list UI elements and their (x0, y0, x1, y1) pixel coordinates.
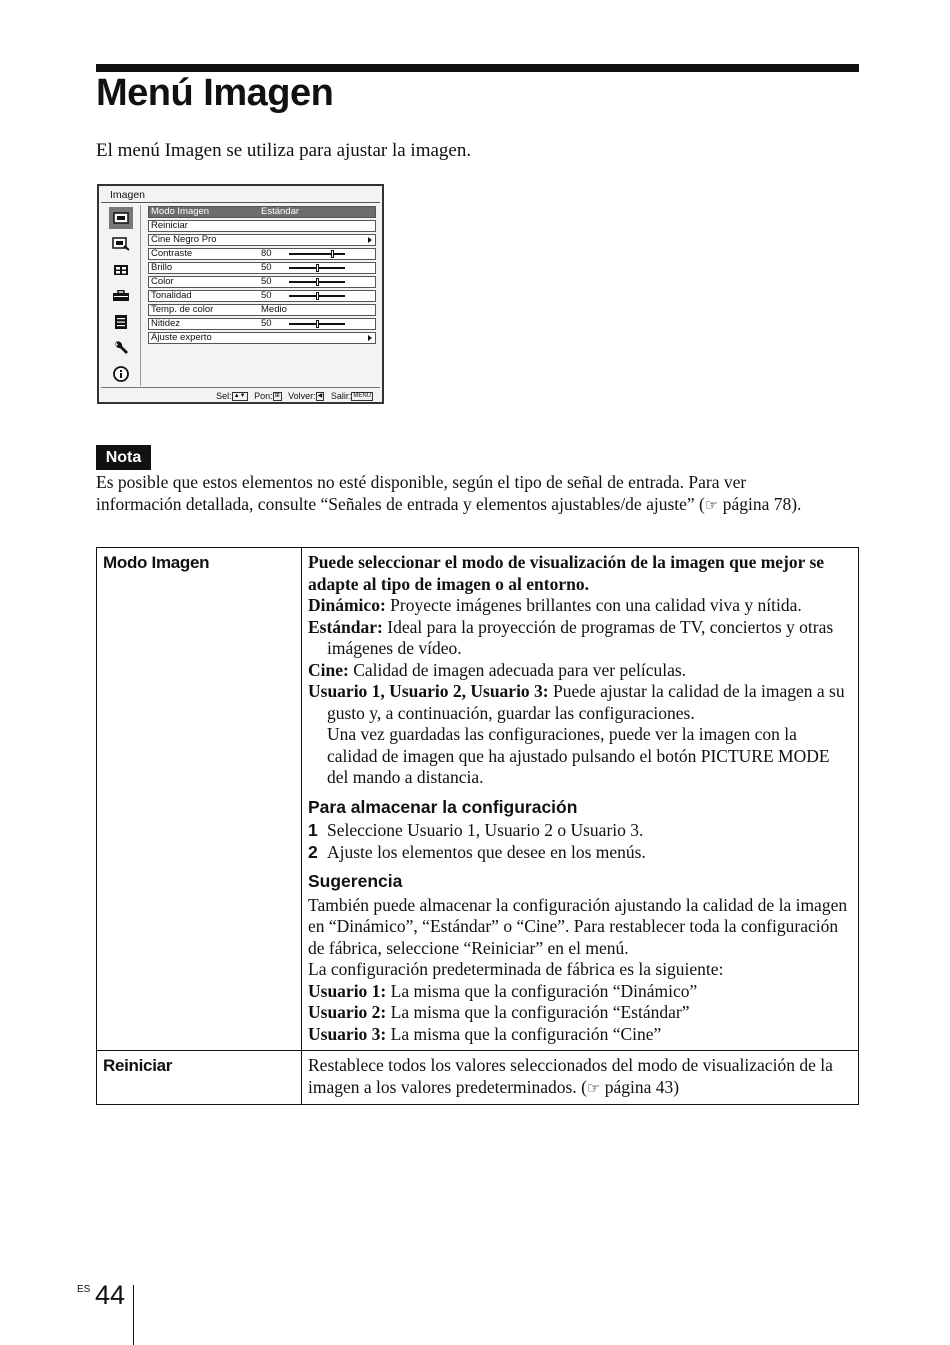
osd-row-label: Contraste (151, 248, 193, 259)
key-guide-volver: Volver: (288, 390, 316, 401)
slider-knob[interactable] (316, 264, 319, 272)
osd-row-reiniciar[interactable] (148, 220, 376, 232)
osd-row-tonalidad[interactable] (148, 290, 376, 302)
page-number: 44 (95, 1280, 126, 1310)
note-badge: Nota (96, 445, 151, 470)
osd-key-guide (216, 391, 377, 401)
language-code: ES (77, 1284, 91, 1295)
page-title: Menú Imagen (96, 72, 334, 114)
slider-knob[interactable] (316, 292, 319, 300)
osd-menu-list (148, 206, 376, 346)
osd-row-label: Reiniciar (151, 220, 188, 231)
option-estandar: Estándar: Ideal para la proyección de programas de TV, conciertos y otras imágenes de vídeo. (308, 616, 834, 658)
osd-row-brillo[interactable] (148, 262, 376, 274)
osd-row-value: 50 (261, 262, 272, 273)
brillo-slider[interactable] (289, 267, 345, 269)
osd-row-label: Tonalidad (151, 290, 192, 301)
osd-row-temp-color[interactable] (148, 304, 376, 316)
osd-row-value: Medio (261, 304, 287, 315)
osd-row-ajuste-experto[interactable] (148, 332, 376, 344)
osd-row-nitidez[interactable] (148, 318, 376, 330)
picture-icon (109, 207, 133, 229)
osd-row-label: Ajuste experto (151, 332, 212, 343)
default-usuario-2: Usuario 2: La misma que la configuración “Estándar” (308, 1002, 690, 1022)
step-1: 1 Seleccione Usuario 1, Usuario 2 o Usuario 3. (308, 820, 644, 840)
left-key-icon: ◀ (317, 393, 323, 399)
osd-row-color[interactable] (148, 276, 376, 288)
option-usuario: Usuario 1, Usuario 2, Usuario 3: Puede ajustar la calidad de la imagen a su gusto y, a continuación, guardar las configuraciones. (308, 681, 845, 723)
default-usuario-1: Usuario 1: La misma que la configuración “Dinámico” (308, 980, 698, 1001)
osd-sidebar (102, 205, 141, 386)
table-row (97, 1051, 859, 1105)
osd-row-contraste[interactable] (148, 248, 376, 260)
slider-knob[interactable] (331, 250, 334, 258)
up-down-key-icon: ▲▼ (233, 393, 246, 399)
tip-heading: Sugerencia (308, 871, 403, 891)
intro-text: El menú Imagen se utiliza para ajustar la imagen. (96, 140, 472, 161)
option-usuario-note: Una vez guardadas las configuraciones, puede ver la imagen con la calidad de imagen que ha ajustado pulsando el botón PICTURE MODE del mando a distancia. (327, 724, 830, 787)
osd-row-value: 80 (261, 248, 272, 259)
function-icon (109, 311, 133, 333)
key-guide-sel: Sel: (216, 390, 232, 401)
nitidez-slider[interactable] (289, 323, 345, 325)
osd-menu-title: Imagen (110, 189, 146, 201)
wrench-icon (109, 337, 133, 359)
osd-row-label: Temp. de color (151, 304, 214, 315)
osd-divider (101, 202, 380, 203)
screen-icon (109, 259, 133, 281)
color-slider[interactable] (289, 281, 345, 283)
option-cine: Cine: Calidad de imagen adecuada para ver películas. (308, 659, 687, 680)
info-icon (109, 363, 133, 385)
note-text-part: Es posible que estos elementos no esté disponible, según el tipo de señal de entrada. Para ver información detallada, consulte “Señales de entrada y elementos ajustables/de ajuste” ( (96, 472, 747, 514)
key-guide-salir: Salir: (330, 390, 352, 401)
osd-row-label: Nitidez (151, 318, 181, 329)
tip-text: También puede almacenar la configuración ajustando la calidad de la imagen en “Dinámico”, “Estándar” o “Cine”. Para restablecer toda la configuración de fábrica, seleccione “Reiniciar” en el menú. (308, 894, 848, 958)
advanced-picture-icon (109, 233, 133, 255)
setting-name: Reiniciar (97, 1051, 302, 1105)
osd-row-label: Brillo (151, 262, 173, 273)
reiniciar-text: Restablece todos los valores seleccionados del modo de visualización de la imagen a los valores predeterminados. (☞ página 43) (308, 1055, 833, 1097)
osd-row-label: Color (151, 276, 174, 287)
footer-rule (133, 1285, 134, 1345)
tonalidad-slider[interactable] (289, 295, 345, 297)
osd-menu-screenshot (97, 184, 384, 404)
osd-divider (101, 387, 380, 388)
osd-row-modo-imagen[interactable] (148, 206, 376, 218)
osd-row-value: 50 (261, 290, 272, 301)
key-guide-pon: Pon: (254, 390, 273, 401)
osd-row-cine-negro-pro[interactable] (148, 234, 376, 246)
setting-name: Modo Imagen (97, 548, 302, 1051)
store-heading: Para almacenar la configuración (308, 796, 578, 817)
title-rule (96, 64, 859, 72)
description-lead: Puede seleccionar el modo de visualización de la imagen que mejor se adapte al tipo de imagen o al entorno. (308, 552, 825, 594)
page-reference-icon: ☞ (704, 495, 719, 514)
menu-key-icon: MENU (353, 393, 371, 399)
enter-key-icon: ⊞ (274, 393, 280, 399)
table-row (97, 548, 859, 1051)
osd-row-value: 50 (261, 276, 272, 287)
setting-description (302, 1051, 859, 1105)
page-reference-icon: ☞ (586, 1078, 601, 1097)
settings-table (96, 547, 859, 1105)
default-text: La configuración predeterminada de fábrica es la siguiente: (308, 959, 724, 979)
submenu-arrow-icon (368, 237, 372, 243)
step-2: 2 Ajuste los elementos que desee en los menús. (308, 841, 646, 862)
osd-row-value: 50 (261, 318, 272, 329)
osd-row-label: Modo Imagen (151, 206, 210, 217)
default-usuario-3: Usuario 3: La misma que la configuración “Cine” (308, 1023, 662, 1044)
osd-row-label: Cine Negro Pro (151, 234, 217, 245)
slider-knob[interactable] (316, 278, 319, 286)
slider-knob[interactable] (316, 320, 319, 328)
option-dinamico: Dinámico: Proyecte imágenes brillantes con una calidad viva y nítida. (308, 595, 802, 615)
setup-icon (109, 285, 133, 307)
note-text (96, 472, 836, 516)
osd-row-value: Estándar (261, 206, 300, 217)
note-text-part: página 78). (718, 493, 802, 514)
setting-description (302, 548, 859, 1051)
contraste-slider[interactable] (289, 253, 345, 255)
submenu-arrow-icon (368, 335, 372, 341)
